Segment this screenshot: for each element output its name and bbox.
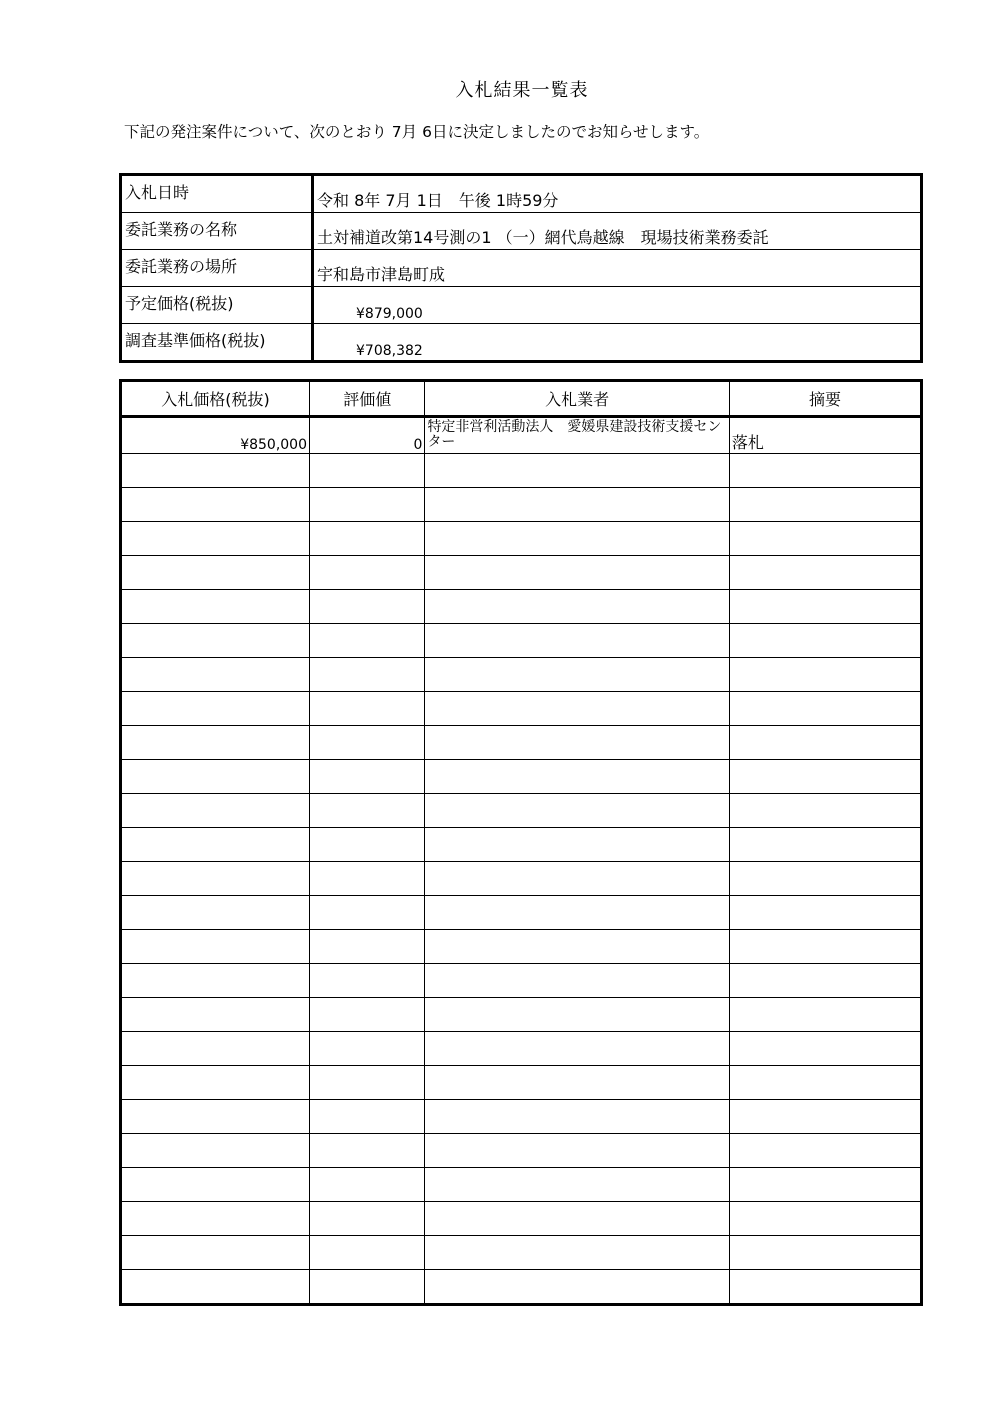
empty-cell: [121, 488, 310, 522]
info-label: 予定価格(税抜): [121, 287, 313, 324]
info-row: [121, 287, 922, 324]
header-bidder: 入札業者: [425, 381, 729, 417]
empty-cell: [121, 1168, 310, 1202]
empty-cell: [729, 1100, 921, 1134]
empty-row: [121, 862, 922, 896]
empty-row: [121, 1236, 922, 1270]
info-table: [119, 173, 923, 363]
result-header-row: [121, 381, 922, 417]
empty-cell: [121, 794, 310, 828]
info-value: ¥879,000: [313, 287, 922, 324]
empty-cell: [310, 828, 425, 862]
empty-cell: [310, 658, 425, 692]
empty-cell: [121, 862, 310, 896]
info-label: 委託業務の場所: [121, 250, 313, 287]
empty-cell: [729, 692, 921, 726]
empty-cell: [121, 726, 310, 760]
empty-cell: [121, 896, 310, 930]
empty-row: [121, 692, 922, 726]
empty-row: [121, 590, 922, 624]
empty-cell: [425, 726, 729, 760]
empty-cell: [310, 1270, 425, 1305]
empty-cell: [121, 930, 310, 964]
empty-cell: [425, 556, 729, 590]
empty-cell: [425, 964, 729, 998]
empty-cell: [121, 1100, 310, 1134]
empty-cell: [310, 624, 425, 658]
intro-text: 下記の発注案件について、次のとおり 7月 6日に決定しましたのでお知らせします。: [124, 123, 710, 141]
empty-row: [121, 488, 922, 522]
empty-cell: [729, 590, 921, 624]
header-score: 評価値: [310, 381, 425, 417]
empty-row: [121, 624, 922, 658]
empty-cell: [310, 1236, 425, 1270]
empty-cell: [729, 1134, 921, 1168]
empty-cell: [121, 556, 310, 590]
empty-row: [121, 1100, 922, 1134]
empty-cell: [425, 930, 729, 964]
empty-row: [121, 454, 922, 488]
info-row: [121, 175, 922, 213]
empty-row: [121, 896, 922, 930]
empty-cell: [425, 1134, 729, 1168]
empty-cell: [121, 454, 310, 488]
empty-cell: [121, 1032, 310, 1066]
empty-cell: [425, 998, 729, 1032]
empty-row: [121, 658, 922, 692]
info-value: 土対補道改第14号測の1 （一）網代鳥越線 現場技術業務委託: [313, 213, 922, 250]
bid-score: 0: [310, 417, 425, 454]
empty-cell: [425, 1066, 729, 1100]
empty-cell: [310, 692, 425, 726]
empty-cell: [729, 760, 921, 794]
empty-cell: [310, 1168, 425, 1202]
empty-cell: [310, 794, 425, 828]
empty-cell: [729, 1168, 921, 1202]
empty-cell: [121, 1270, 310, 1305]
empty-row: [121, 1270, 922, 1305]
empty-cell: [729, 658, 921, 692]
empty-cell: [729, 1236, 921, 1270]
bid-price: ¥850,000: [121, 417, 310, 454]
empty-cell: [425, 1100, 729, 1134]
empty-cell: [425, 1168, 729, 1202]
empty-row: [121, 760, 922, 794]
info-label: 入札日時: [121, 175, 313, 213]
empty-cell: [729, 1066, 921, 1100]
empty-cell: [310, 760, 425, 794]
info-row: [121, 213, 922, 250]
empty-cell: [121, 1134, 310, 1168]
info-label: 委託業務の名称: [121, 213, 313, 250]
page-title: 入札結果一覧表: [455, 80, 589, 101]
empty-cell: [310, 556, 425, 590]
empty-cell: [729, 930, 921, 964]
empty-cell: [425, 1032, 729, 1066]
empty-cell: [310, 590, 425, 624]
empty-cell: [729, 488, 921, 522]
empty-cell: [310, 522, 425, 556]
empty-row: [121, 964, 922, 998]
empty-cell: [729, 556, 921, 590]
empty-cell: [121, 760, 310, 794]
empty-cell: [310, 726, 425, 760]
empty-cell: [425, 1270, 729, 1305]
empty-row: [121, 1032, 922, 1066]
bidder-name: 特定非営利活動法人 愛媛県建設技術支援センター: [425, 417, 729, 454]
empty-cell: [121, 692, 310, 726]
empty-cell: [121, 1236, 310, 1270]
empty-row: [121, 930, 922, 964]
info-value: 令和 8年 7月 1日 午後 1時59分: [313, 175, 922, 213]
empty-cell: [729, 998, 921, 1032]
empty-cell: [425, 1236, 729, 1270]
header-price: 入札価格(税抜): [121, 381, 310, 417]
empty-cell: [729, 1202, 921, 1236]
empty-cell: [310, 930, 425, 964]
empty-row: [121, 1202, 922, 1236]
empty-cell: [310, 1100, 425, 1134]
empty-row: [121, 1066, 922, 1100]
empty-row: [121, 794, 922, 828]
empty-cell: [310, 454, 425, 488]
empty-cell: [121, 1202, 310, 1236]
empty-cell: [729, 896, 921, 930]
empty-cell: [310, 1032, 425, 1066]
table-row: [121, 417, 922, 454]
empty-cell: [729, 624, 921, 658]
empty-cell: [425, 454, 729, 488]
empty-cell: [729, 964, 921, 998]
empty-cell: [425, 760, 729, 794]
empty-row: [121, 1134, 922, 1168]
empty-cell: [121, 1066, 310, 1100]
empty-cell: [310, 1202, 425, 1236]
empty-cell: [425, 794, 729, 828]
empty-row: [121, 998, 922, 1032]
result-table: [119, 379, 923, 1306]
empty-cell: [121, 828, 310, 862]
info-value: ¥708,382: [313, 324, 922, 362]
empty-cell: [729, 454, 921, 488]
empty-cell: [425, 1202, 729, 1236]
empty-cell: [425, 488, 729, 522]
empty-cell: [425, 658, 729, 692]
empty-cell: [729, 726, 921, 760]
empty-cell: [425, 624, 729, 658]
info-row: [121, 250, 922, 287]
empty-row: [121, 828, 922, 862]
bid-note: 落札: [729, 417, 921, 454]
empty-row: [121, 556, 922, 590]
empty-cell: [425, 828, 729, 862]
empty-row: [121, 522, 922, 556]
header-note: 摘要: [729, 381, 921, 417]
empty-cell: [121, 658, 310, 692]
empty-cell: [729, 1270, 921, 1305]
info-value: 宇和島市津島町成: [313, 250, 922, 287]
empty-cell: [729, 522, 921, 556]
empty-cell: [310, 896, 425, 930]
empty-cell: [310, 964, 425, 998]
empty-cell: [310, 862, 425, 896]
empty-cell: [310, 1134, 425, 1168]
info-row: [121, 324, 922, 362]
empty-cell: [121, 624, 310, 658]
empty-cell: [729, 1032, 921, 1066]
empty-cell: [121, 998, 310, 1032]
info-label: 調査基準価格(税抜): [121, 324, 313, 362]
empty-cell: [310, 1066, 425, 1100]
empty-cell: [310, 998, 425, 1032]
empty-cell: [729, 862, 921, 896]
empty-cell: [425, 862, 729, 896]
empty-cell: [425, 692, 729, 726]
empty-cell: [425, 590, 729, 624]
empty-row: [121, 726, 922, 760]
empty-cell: [310, 488, 425, 522]
empty-cell: [729, 794, 921, 828]
empty-cell: [121, 522, 310, 556]
empty-row: [121, 1168, 922, 1202]
empty-cell: [121, 590, 310, 624]
empty-cell: [425, 522, 729, 556]
empty-cell: [121, 964, 310, 998]
empty-cell: [425, 896, 729, 930]
empty-cell: [729, 828, 921, 862]
